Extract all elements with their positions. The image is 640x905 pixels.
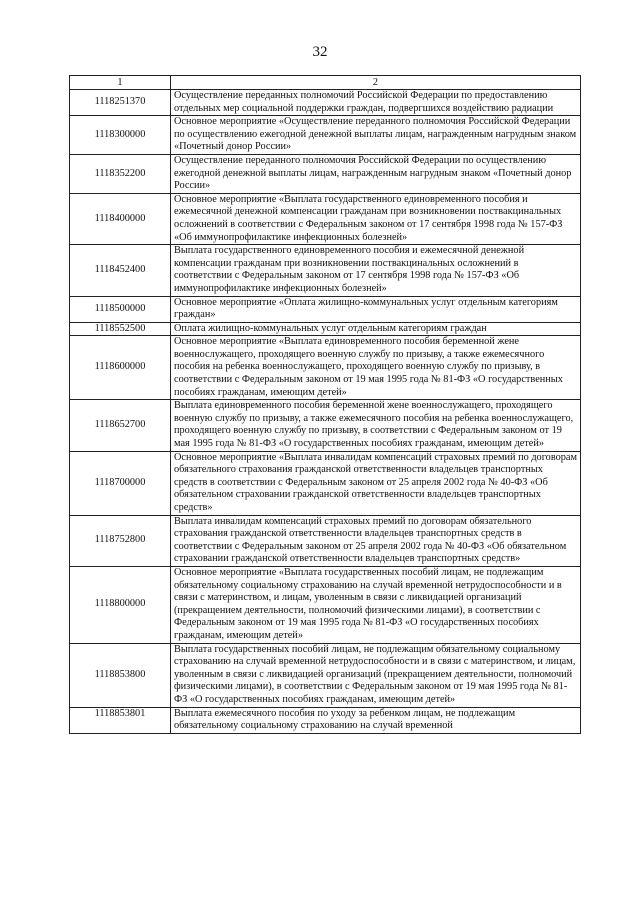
row-code: 1118552500	[70, 322, 171, 336]
table-row	[70, 515, 581, 566]
row-code: 1118853801	[70, 707, 171, 733]
row-name: Основное мероприятие «Выплата государственных пособий лицам, не подлежащим обязательному социальному страхованию на случай временной нетрудоспособности и в связи с материнством, и лицам, уволенным в связи с ликвидацией организаций (прекращением деятельности, полномочий физическими лицами), в соответствии с Федеральным законом от 19 мая 1995 года № 81-ФЗ «О государственных пособиях гражданам, имеющим детей»	[171, 566, 581, 643]
row-code: 1118500000	[70, 296, 171, 322]
table-row	[70, 245, 581, 296]
row-name: Основное мероприятие «Выплата единовременного пособия беременной жене военнослужащего, проходящего военную службу по призыву, а также ежемесячного пособия на ребенка военнослужащего, проходящего военную службу по призыву, в соответствии с Федеральным законом от 19 мая 1995 года № 81-ФЗ «О государственных пособиях гражданам, имеющим детей»	[171, 336, 581, 400]
row-name: Выплата ежемесячного пособия по уходу за ребенком лицам, не подлежащим обязательному социальному страхованию на случай временной	[171, 707, 581, 733]
row-code: 1118600000	[70, 336, 171, 400]
table-row	[70, 90, 581, 116]
row-name: Выплата государственного единовременного пособия и ежемесячной денежной компенсации гражданам при возникновении поствакцинальных осложнений в соответствии с Федеральным законом от 17 сентября 1998 года № 157-ФЗ «Об иммунопрофилактике инфекционных болезней»	[171, 245, 581, 296]
row-code: 1118853800	[70, 643, 171, 707]
table-row	[70, 336, 581, 400]
row-code: 1118752800	[70, 515, 171, 566]
table-header-row	[70, 76, 581, 90]
column-header-code: 1	[70, 76, 171, 90]
table-row	[70, 296, 581, 322]
table-row	[70, 566, 581, 643]
table-row	[70, 116, 581, 155]
row-code: 1118300000	[70, 116, 171, 155]
row-name: Основное мероприятие «Выплата инвалидам компенсаций страховых премий по договорам обязательного страхования гражданской ответственности владельцев транспортных средств в соответствии с Федеральным законом от 25 апреля 2002 года № 40-ФЗ «Об обязательном страховании гражданской ответственности владельцев транспортных средств»	[171, 451, 581, 515]
budget-codes-table	[69, 75, 581, 734]
row-name: Осуществление переданных полномочий Российской Федерации по предоставлению отдельных мер социальной поддержки граждан, подвергшихся воздействию радиации	[171, 90, 581, 116]
row-name: Основное мероприятие «Выплата государственного единовременного пособия и ежемесячной денежной компенсации гражданам при возникновении поствакцинальных осложнений в соответствии с Федеральным законом от 17 сентября 1998 года № 157-ФЗ «Об иммунопрофилактике инфекционных болезней»	[171, 193, 581, 244]
row-name: Основное мероприятие «Осуществление переданного полномочия Российской Федерации по осуществлению ежегодной денежной выплаты лицам, награжденным нагрудным знаком «Почетный донор России»	[171, 116, 581, 155]
table-row	[70, 707, 581, 733]
table-row	[70, 322, 581, 336]
row-name: Выплата государственных пособий лицам, не подлежащим обязательному социальному страхованию на случай временной нетрудоспособности и в связи с материнством, и лицам, уволенным в связи с ликвидацией организаций (прекращением деятельности, полномочий физическими лицами), в соответствии с Федеральным законом от 19 мая 1995 года № 81-ФЗ «О государственных пособиях гражданам, имеющим детей»	[171, 643, 581, 707]
table-row	[70, 400, 581, 451]
row-code: 1118800000	[70, 566, 171, 643]
table-row	[70, 154, 581, 193]
row-name: Основное мероприятие «Оплата жилищно-коммунальных услуг отдельным категориям граждан»	[171, 296, 581, 322]
row-name: Осуществление переданного полномочия Российской Федерации по осуществлению ежегодной денежной выплаты лицам, награжденным нагрудным знаком «Почетный донор России»	[171, 154, 581, 193]
row-code: 1118652700	[70, 400, 171, 451]
row-name: Выплата инвалидам компенсаций страховых премий по договорам обязательного страхования гражданской ответственности владельцев транспортных средств в соответствии с Федеральным законом от 25 апреля 2002 года № 40-ФЗ «Об обязательном страховании гражданской ответственности владельцев транспортных средств»	[171, 515, 581, 566]
row-name: Выплата единовременного пособия беременной жене военнослужащего, проходящего военную службу по призыву, а также ежемесячного пособия на ребенка военнослужащего, проходящего военную службу по призыву, в соответствии с Федеральным законом от 19 мая 1995 года № 81-ФЗ «О государственных пособиях гражданам, имеющим детей»	[171, 400, 581, 451]
row-code: 1118251370	[70, 90, 171, 116]
column-header-name: 2	[171, 76, 581, 90]
page-number: 32	[312, 44, 328, 60]
row-code: 1118700000	[70, 451, 171, 515]
row-code: 1118400000	[70, 193, 171, 244]
table-row	[70, 643, 581, 707]
row-code: 1118352200	[70, 154, 171, 193]
row-name: Оплата жилищно-коммунальных услуг отдельным категориям граждан	[171, 322, 581, 336]
row-code: 1118452400	[70, 245, 171, 296]
table-row	[70, 193, 581, 244]
table-row	[70, 451, 581, 515]
